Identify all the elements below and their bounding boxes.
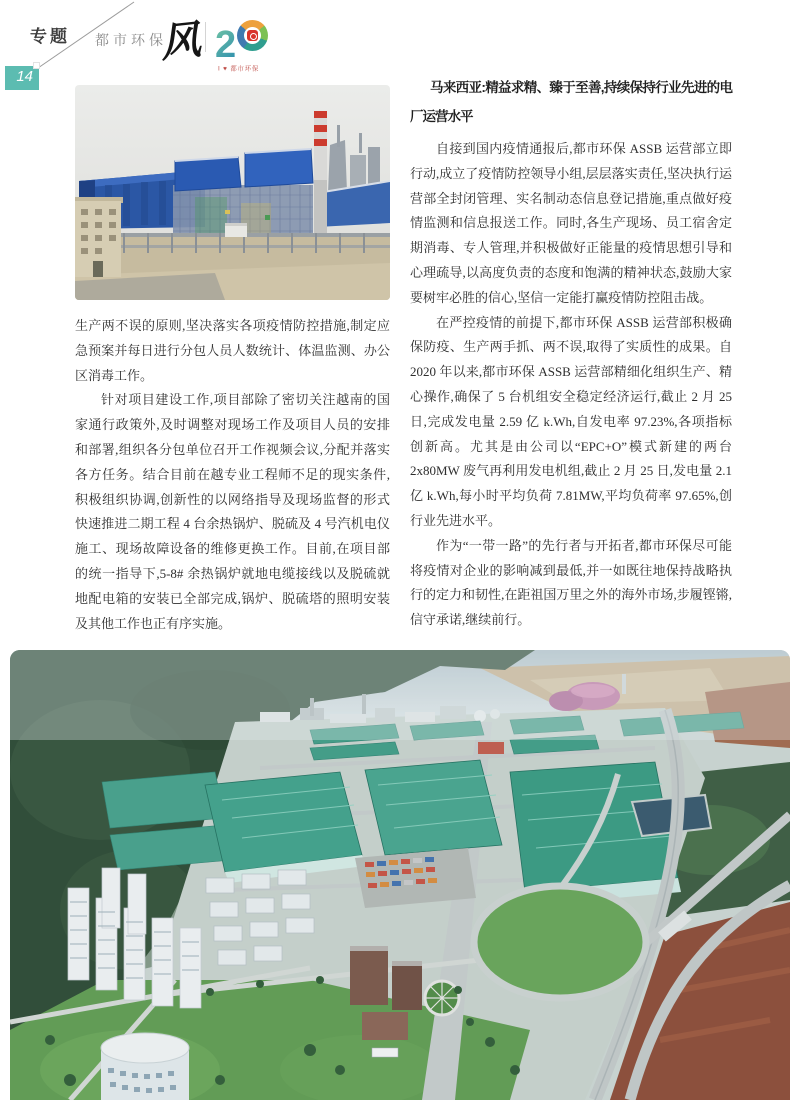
right-paragraph-2: 在严控疫情的前提下,都市环保 ASSB 运营部积极确保防疫、生产两手抓、两不误,取得了实质性的成果。自 2020 年以来,都市环保 ASSB 运营部精细化组织生产、精心操作,确保了 5 台机组安全稳定经济运行,截止 2 月 25 日,完成发电量 2.59 亿 k.Wh,自发电率 97.23%,各项指标创新高。尤其是由公司以“EPC+O”模式新建的两台 2x80MW 废气再利用发电机组,截止 2 月 25 日,发电量 2.1 亿 k.Wh,每小时平均负荷 7.81MW,平均负荷率 97.65%,创行业先进水平。 — [410, 314, 732, 528]
logo-ring-icon — [237, 20, 268, 51]
left-paragraph-continuation: 生产两不误的原则,坚决落实各项疫情防控措施,制定应急预案并每日进行分包人员人数统计、体温监测、办公区消毒工作。 — [75, 318, 390, 383]
anniversary-logo — [215, 20, 268, 66]
right-column — [410, 73, 732, 667]
right-paragraph-1: 自接到国内疫情通报后,都市环保 ASSB 运营部立即行动,成立了疫情防控领导小组,层层落实责任,坚决执行运营部全封闭管理、实名制动态信息登记措施,重点做好疫情监测和信息报送工作。同时,各生产现场、员工宿舍定期消毒、专人管理,并积极做好正能量的疫情思想引导和心理疏导,以高度负责的态度和饱满的精神状态,鼓励大家要树牢必胜的信心,坚信一定能打赢疫情防控阻击战。 — [410, 141, 732, 305]
logo-tagline: I ♥ 都市环保 — [218, 64, 260, 72]
page-number-tab — [5, 66, 39, 90]
header-divider — [205, 22, 206, 52]
article-heading: 马来西亚:精益求精、臻于至善,持续保持行业先进的电厂运营水平 — [410, 80, 732, 124]
logo-digit-2: 2 — [215, 24, 237, 66]
aerial-photo — [10, 650, 790, 1100]
brand-name: 都市环保 — [95, 32, 167, 48]
brand-calligraphy-icon: 风 — [157, 16, 203, 67]
plant-photo — [75, 85, 390, 300]
left-paragraph-2: 针对项目建设工作,项目部除了密切关注越南的国家通行政策外,及时调整对现场工作及项目人员的安排和部署,组织各分包单位召开工作视频会议,分配并落实各方任务。结合目前在越专业工程师不足的现实条件,积极组织协调,创新性的以网络指导及现场监督的形式快速推进二期工程 4 台余热锅炉、脱硫及 4 号汽机电仪施工、现场故障设备的维修更换工作。目前,在项目部的统一指导下,5-8# 余热锅炉就地电缆接线以及脱硫就地配电箱的安装已全部完成,锅炉、脱硫塔的照明安装及其他工作也正有序实施。 — [75, 392, 390, 631]
tab-corner-square — [33, 62, 40, 69]
page-number: 14 — [16, 68, 33, 85]
right-paragraph-3: 作为“一带一路”的先行者与开拓者,都市环保尽可能将疫情对企业的影响减到最低,并一如既往地保持战略执行的定力和韧性,在距祖国万里之外的海外市场,步履铿锵,信守承诺,继续前行。 — [410, 537, 732, 628]
left-column — [75, 85, 390, 636]
section-label: 专题 — [30, 27, 70, 46]
